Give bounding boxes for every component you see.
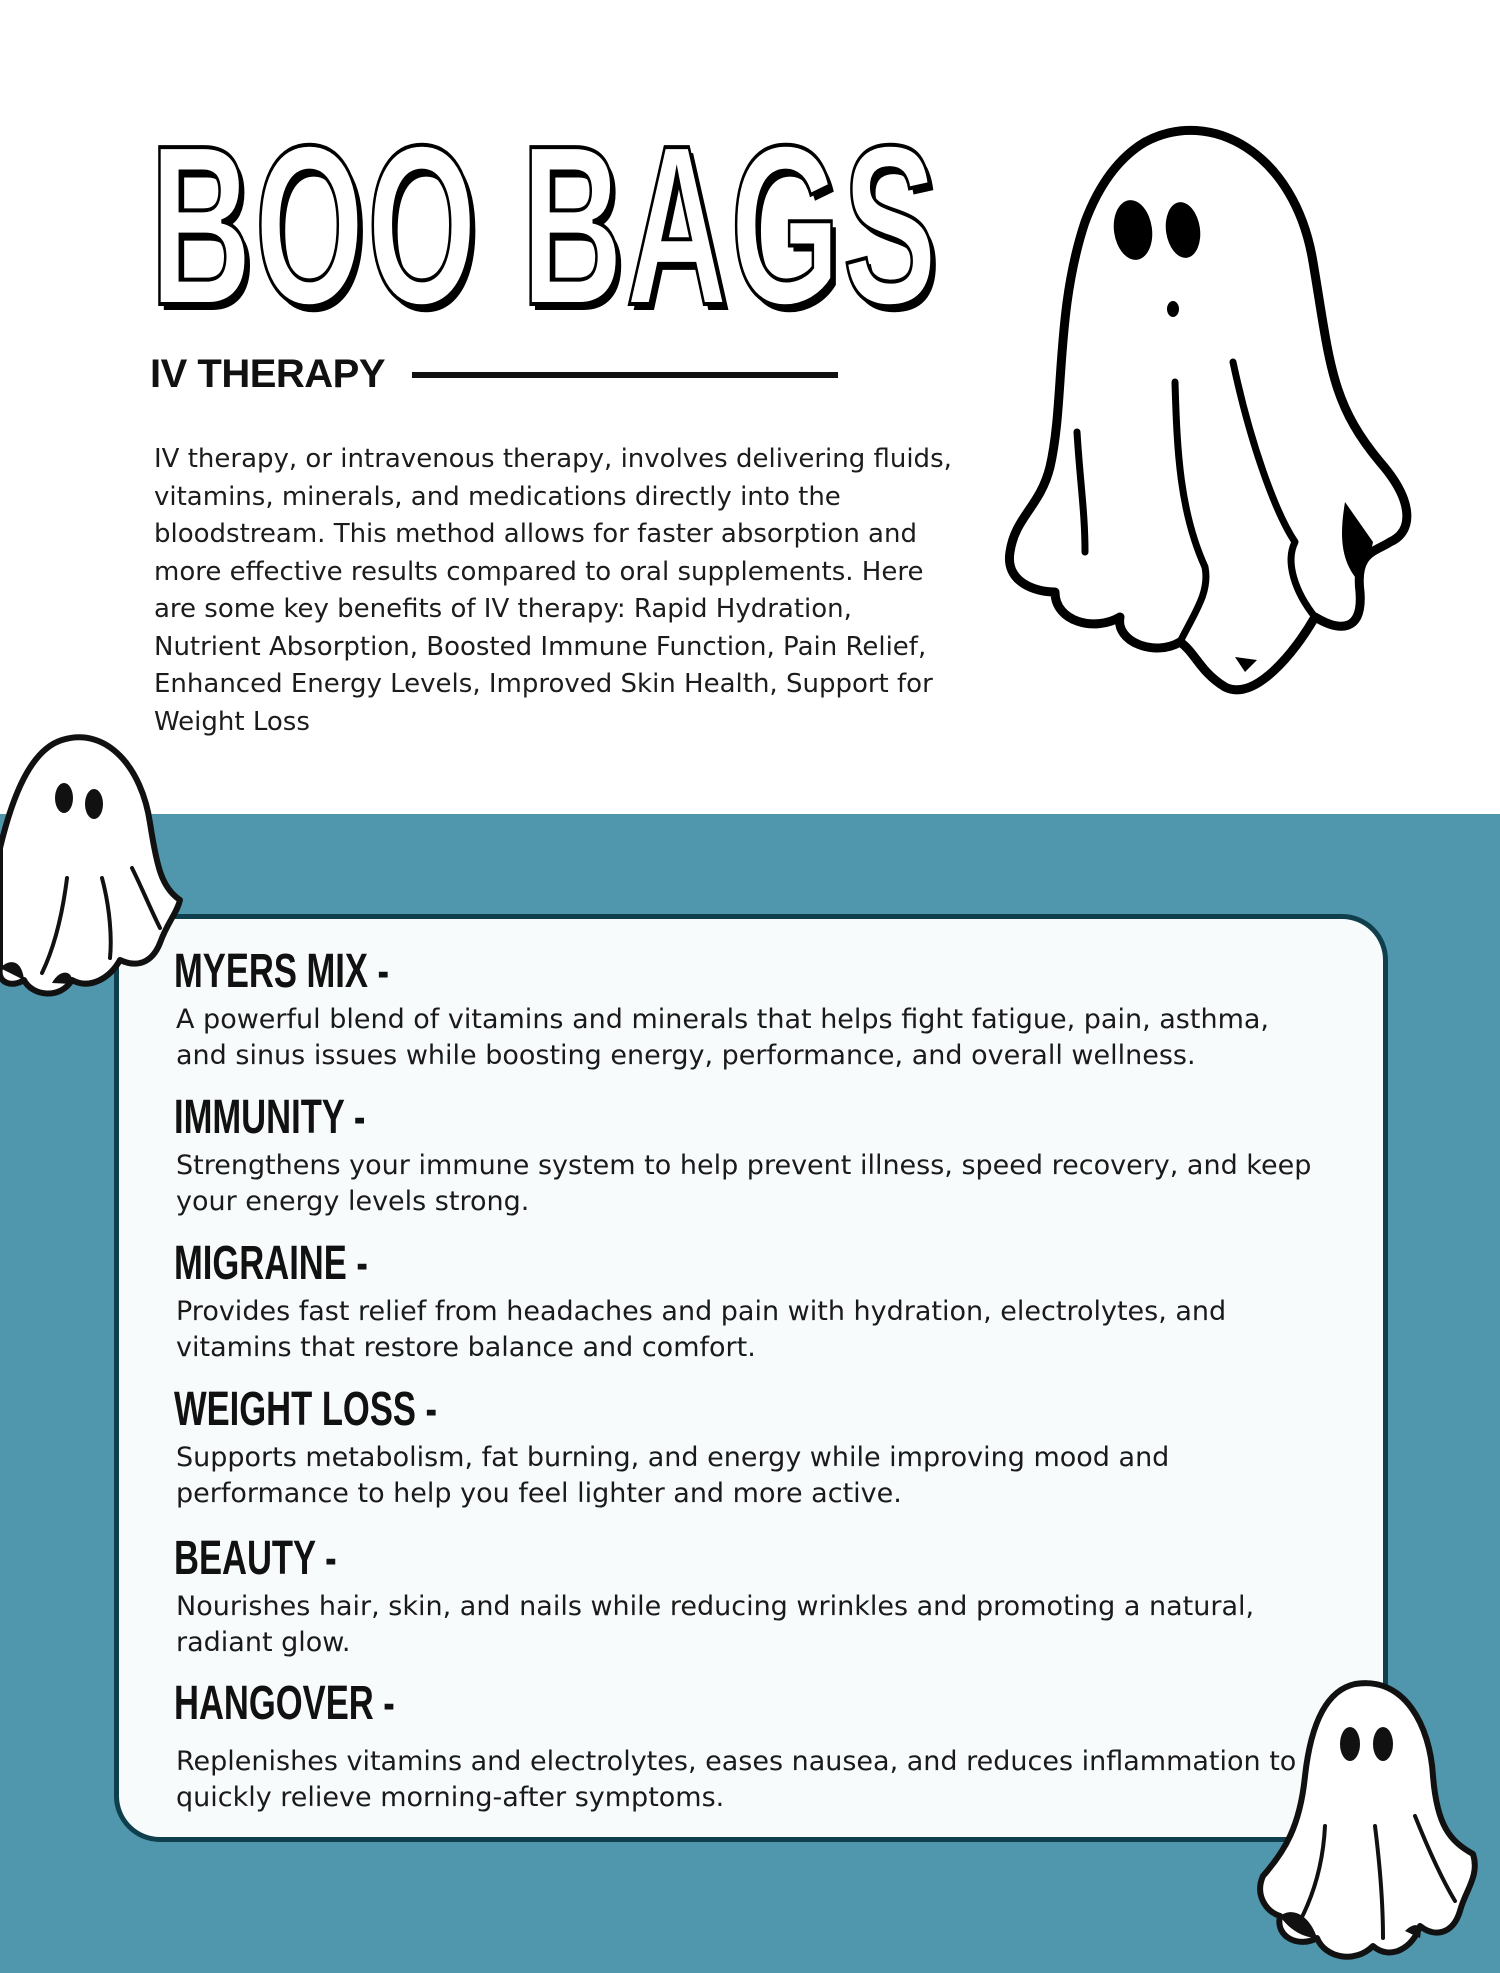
page-title: BOO BAGS — [150, 99, 940, 353]
menu-item-name: MYERS MIX - — [174, 945, 390, 998]
menu-item — [174, 1090, 1324, 1220]
menu-item-description: Provides fast relief from headaches and pain with hydration, electrolytes, and vitamins that restore balance and comfort. — [176, 1296, 1227, 1363]
menu-item-name: IMMUNITY - — [174, 1091, 366, 1144]
intro-paragraph: IV therapy, or intravenous therapy, involves delivering fluids, vitamins, minerals, and medications directly into the bloodstream. This method allows for faster absorption and more effective results compared to oral supplements. Here are some key benefits of IV therapy: Rapid Hydration, Nutrient Absorption, Boosted Immune Function, Pain Relief, Enhanced Energy Levels, Improved Skin Health, Support for Weight Loss — [154, 444, 952, 737]
menu-item-name: HANGOVER - — [174, 1677, 395, 1730]
menu-item-description: Supports metabolism, fat burning, and energy while improving mood and performance to help you feel lighter and more active. — [176, 1442, 1170, 1509]
menu-item — [174, 1382, 1324, 1512]
ghost-icon — [1255, 1676, 1485, 1966]
menu-item-description: A powerful blend of vitamins and minerals that helps fight fatigue, pain, asthma, and sinus issues while boosting energy, performance, and overall wellness. — [176, 1004, 1269, 1071]
menu-item-description: Nourishes hair, skin, and nails while reducing wrinkles and promoting a natural, radiant glow. — [176, 1591, 1255, 1658]
menu-item — [174, 944, 1324, 1074]
subtitle-divider — [412, 372, 838, 378]
ghost-icon — [995, 112, 1425, 702]
menu-item — [174, 1676, 1324, 1816]
menu-item-name: BEAUTY - — [174, 1532, 337, 1585]
menu-item-name: MIGRAINE - — [174, 1237, 368, 1290]
page-subtitle: IV THERAPY — [150, 352, 386, 396]
ghost-icon — [0, 728, 192, 1008]
subtitle-row — [150, 350, 840, 398]
menu-item — [174, 1531, 1324, 1661]
menu-item-name: WEIGHT LOSS - — [174, 1383, 438, 1436]
menu-item-description: Strengthens your immune system to help prevent illness, speed recovery, and keep your energy levels strong. — [176, 1150, 1312, 1217]
menu-item — [174, 1236, 1324, 1366]
menu-item-description: Replenishes vitamins and electrolytes, eases nausea, and reduces inflammation to quickly relieve morning-after symptoms. — [176, 1746, 1297, 1813]
